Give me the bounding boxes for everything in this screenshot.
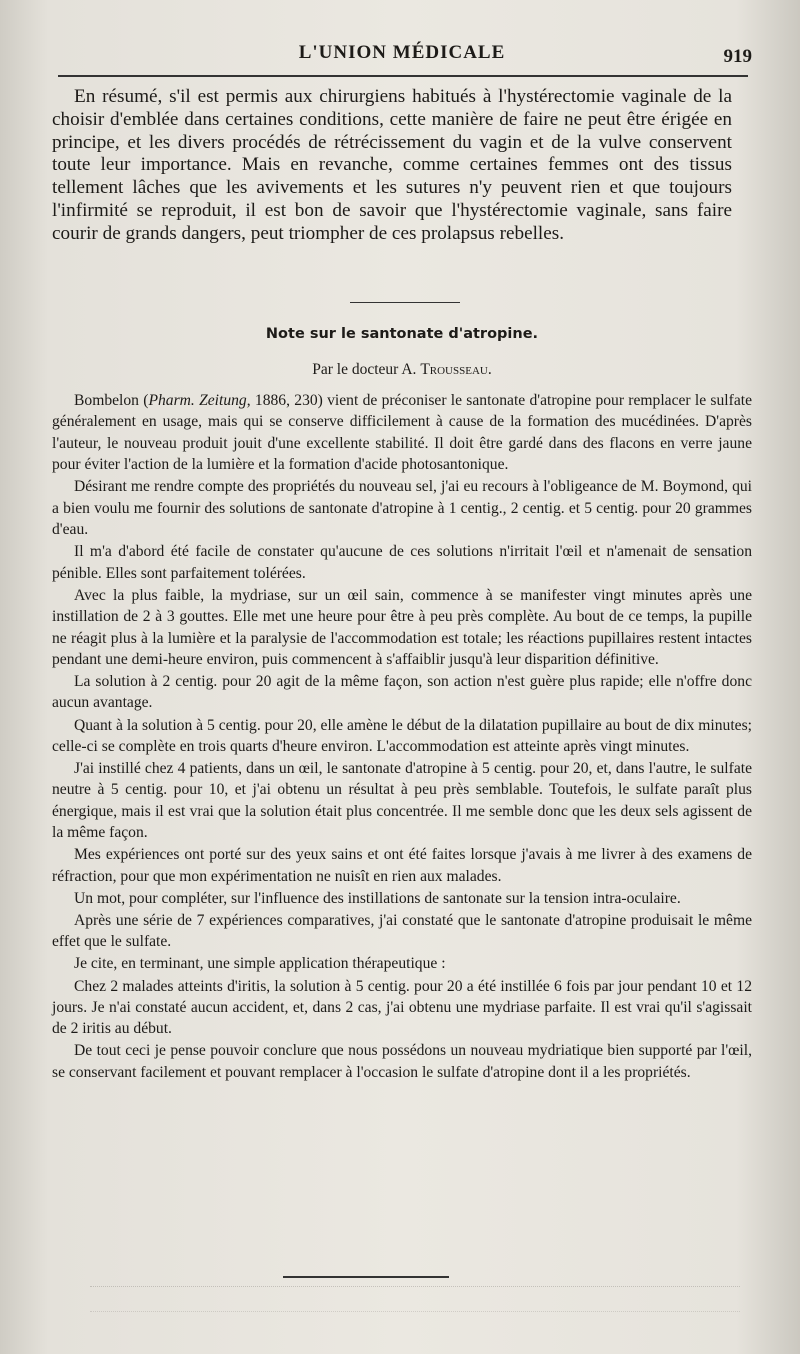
body-paragraph-3: Il m'a d'abord été facile de constater qu'aucune de ces solutions n'irritait l'œil et n'amenait de sensation pénible. Elles sont parfaitement tolérées.: [52, 543, 752, 582]
body-paragraph-12: Chez 2 malades atteints d'iritis, la solution à 5 centig. pour 20 a été instillée 6 fois par jour pendant 10 et 12 jours. Je n'ai constaté aucun accident, et, dans 2 cas, j'ai obtenu une mydriase parfaite. Il est vrai qu'il s'agissait de 2 iritis au début.: [52, 977, 752, 1038]
page-header: [52, 42, 752, 76]
body-paragraph-10: Après une série de 7 expériences comparatives, j'ai constaté que le santonate d'atropine produisait le même effet que le sulfate.: [52, 911, 752, 951]
article-byline: [52, 361, 752, 379]
body-paragraph-9: Un mot, pour compléter, sur l'influence des instillations de santonate sur la tension intra-oculaire.: [74, 889, 681, 907]
byline-prefix: Par le docteur A.: [312, 361, 417, 378]
body-paragraph-11: Je cite, en terminant, une simple application thérapeutique :: [74, 955, 446, 973]
body-paragraph-13: De tout ceci je pense pouvoir conclure que nous possédons un nouveau mydriatique bien supporté par l'œil, se conservant facilement et pouvant remplacer à l'occasion le sulfate d'atropine dont il a les propriétés.: [52, 1042, 752, 1081]
body-paragraph-2: Désirant me rendre compte des propriétés du nouveau sel, j'ai eu recours à l'obligeance de M. Boymond, qui a bien voulu me fournir des solutions de santonate d'atropine à 1 centig., 2 centig. et 5 centig. pour 20 grammes d'eau.: [52, 478, 752, 539]
article-body: [52, 390, 752, 1084]
header-rule: [58, 75, 748, 77]
body-paragraph-8: Mes expériences ont porté sur des yeux sains et ont été faites lorsque j'avais à me livrer à des examens de réfraction, pour que mon expérimentation ne nuisît en rien aux malades.: [52, 846, 752, 885]
intro-paragraph: En résumé, s'il est permis aux chirurgiens habitués à l'hystérectomie vaginale de la choisir d'emblée dans certaines conditions, cette manière de faire ne peut être érigée en principe, et les divers procédés de rétrécissement du vagin et de la vulve conservent toute leur importance. Mais en revanche, comme certaines femmes ont des tissus tellement lâches que les avivements et les sutures n'y peuvent rien et que toujours l'infirmité se reproduit, il est bon de savoir que l'hystérectomie vaginale, sans faire courir de grands dangers, peut triompher de ces prolapsus rebelles.: [52, 86, 732, 244]
article-title: Note sur le santonate d'atropine.: [265, 326, 539, 342]
body-paragraph-7: J'ai instillé chez 4 patients, dans un œil, le santonate d'atropine à 5 centig. pour 20, et, dans l'autre, le sulfate neutre à 5 centig. pour 10, et j'ai obtenu un résultat à peu près semblable. Toutefois, le sulfate paraît plus énergique, mais il est vrai que la solution était plus concentrée. Il me semble donc que les deux sels agissent de la même façon.: [52, 760, 752, 842]
closing-rule: [283, 1276, 449, 1278]
p1-journal: Pharm. Zeitung: [148, 392, 247, 409]
body-paragraph-4: Avec la plus faible, la mydriase, sur un œil sain, commence à se manifester vingt minutes après une instillation de 2 à 3 gouttes. Elle met une heure pour être à peu près complète. Au bout de ce temps, la pupille ne réagit plus à la lumière et la paralysie de l'accommodation est totale; les réactions pupillaires restent intactes pendant une demi-heure environ, puis commencent à s'affaiblir jusqu'à leur disparition définitive.: [52, 586, 752, 668]
section-divider: [350, 302, 460, 303]
page-number: 919: [723, 46, 752, 67]
p1-name: Bombelon (: [74, 392, 149, 409]
body-paragraph-6: Quant à la solution à 5 centig. pour 20, elle amène le début de la dilatation pupillaire au bout de dix minutes; celle-ci se complète en trois quarts d'heure environ. L'accommodation est atteinte après vingt minutes.: [52, 716, 752, 755]
bleed-through-texture: [90, 1286, 740, 1312]
running-title: L'UNION MÉDICALE: [298, 42, 506, 63]
body-paragraph-5: La solution à 2 centig. pour 20 agit de la même façon, son action n'est guère plus rapide; elle n'offre donc aucun avantage.: [52, 673, 752, 712]
p1-rest: , 1886, 230) vient de préconiser le santonate d'atropine pour remplacer le sulfate généralement en usage, mais qui se conserve difficilement à cause de la formation des mucédinées. D'après l'auteur, le nouveau produit jouit d'une excellente stabilité. Il doit être gardé dans des flacons en verre jaune pour éviter l'action de la lumière et la formation d'acide photosantonique.: [52, 392, 752, 474]
byline-author: Trousseau.: [420, 361, 492, 378]
body-paragraph-1: [52, 390, 752, 476]
